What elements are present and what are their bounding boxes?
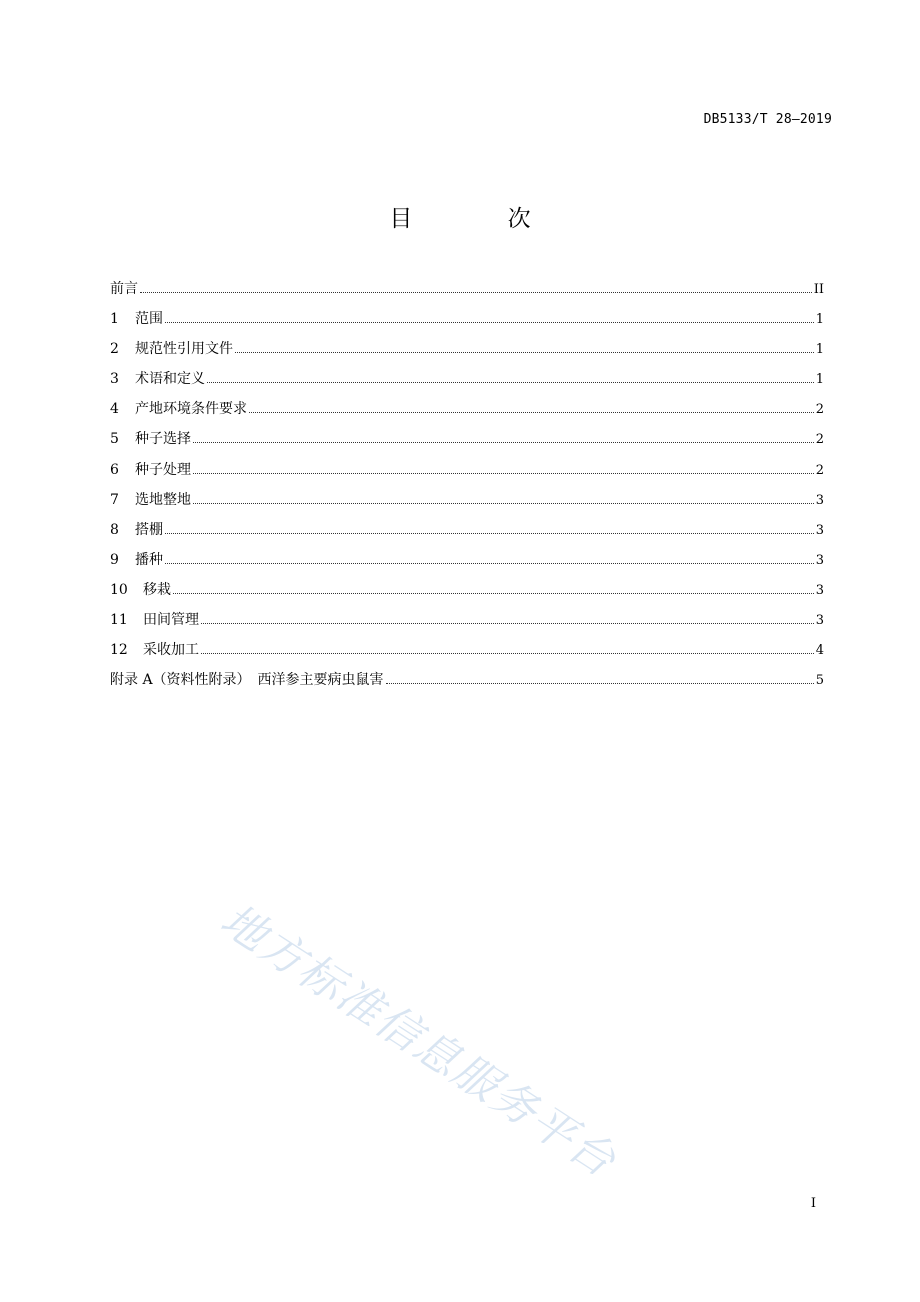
toc-entry-title: 选地整地 — [135, 491, 191, 508]
page-number: I — [810, 1196, 816, 1211]
toc-dot-leader — [201, 622, 814, 624]
toc-entry[interactable] — [110, 458, 824, 488]
toc-entry-title: 范围 — [135, 311, 163, 328]
toc-entry-title: 搭棚 — [135, 521, 163, 538]
toc-entry-number: 6 — [110, 461, 119, 478]
toc-entry-title: 术语和定义 — [135, 371, 205, 388]
toc-entry[interactable] — [110, 638, 824, 668]
toc-entry-page: 3 — [815, 582, 824, 598]
toc-dot-leader — [165, 562, 814, 564]
toc-entry-page: 2 — [815, 432, 824, 448]
toc-entry[interactable] — [110, 427, 824, 457]
toc-entry-number: 11 — [110, 612, 128, 629]
toc-entry-page: II — [813, 282, 824, 297]
toc-entry-title: 田间管理 — [143, 612, 199, 629]
toc-entry-page: 3 — [815, 492, 824, 508]
toc-entry-page: 3 — [815, 522, 824, 538]
toc-dot-leader — [193, 441, 814, 443]
toc-entry-number: 7 — [110, 491, 119, 508]
toc-dot-leader — [193, 472, 814, 474]
toc-entry-page: 1 — [815, 312, 824, 328]
toc-dot-leader — [165, 321, 814, 323]
toc-entry-page: 2 — [815, 462, 824, 478]
toc-entry-page: 1 — [815, 342, 824, 358]
document-code: DB5133/T 28—2019 — [703, 112, 832, 127]
watermark: 地方标准信息服务平台 — [211, 894, 626, 1188]
toc-entry-title: 规范性引用文件 — [135, 341, 233, 358]
toc-entry-page: 3 — [815, 613, 824, 629]
toc-entry-title: 前言 — [110, 281, 138, 297]
table-of-contents — [110, 277, 824, 698]
toc-entry-title: 种子处理 — [135, 461, 191, 478]
toc-entry-title: 移栽 — [143, 581, 171, 598]
toc-entry-number: 1 — [110, 311, 119, 328]
toc-entry-number: 9 — [110, 551, 119, 568]
toc-dot-leader — [173, 592, 814, 594]
toc-entry-title: 产地环境条件要求 — [135, 401, 247, 418]
toc-entry-page: 5 — [815, 673, 824, 689]
toc-dot-leader — [386, 682, 814, 684]
toc-entry[interactable] — [110, 668, 824, 698]
toc-entry-page: 4 — [815, 643, 824, 659]
toc-entry[interactable] — [110, 488, 824, 518]
toc-entry[interactable] — [110, 337, 824, 367]
toc-dot-leader — [235, 351, 814, 353]
toc-entry-number: 4 — [110, 401, 119, 418]
toc-entry-title: 附录 A（资料性附录） 西洋参主要病虫鼠害 — [110, 672, 384, 689]
toc-entry[interactable] — [110, 277, 824, 307]
toc-entry[interactable] — [110, 307, 824, 337]
toc-entry[interactable] — [110, 367, 824, 397]
toc-dot-leader — [207, 381, 814, 383]
toc-entry-number: 10 — [110, 581, 128, 598]
toc-entry[interactable] — [110, 578, 824, 608]
toc-entry[interactable] — [110, 518, 824, 548]
toc-entry-title: 种子选择 — [135, 431, 191, 448]
toc-dot-leader — [165, 532, 814, 534]
toc-entry-page: 1 — [815, 372, 824, 388]
toc-dot-leader — [193, 502, 814, 504]
toc-entry-page: 3 — [815, 552, 824, 568]
toc-entry-number: 8 — [110, 521, 119, 538]
toc-entry-title: 播种 — [135, 551, 163, 568]
toc-entry-title: 采收加工 — [143, 642, 199, 659]
toc-entry[interactable] — [110, 608, 824, 638]
toc-entry-number: 3 — [110, 371, 119, 388]
toc-entry[interactable] — [110, 548, 824, 578]
toc-entry[interactable] — [110, 397, 824, 427]
toc-entry-number: 12 — [110, 642, 128, 659]
toc-dot-leader — [201, 652, 814, 654]
toc-dot-leader — [140, 291, 812, 293]
toc-entry-number: 5 — [110, 431, 119, 448]
toc-entry-page: 2 — [815, 402, 824, 418]
toc-dot-leader — [249, 411, 814, 413]
page-title: 目 次 — [389, 206, 575, 232]
toc-entry-number: 2 — [110, 341, 119, 358]
